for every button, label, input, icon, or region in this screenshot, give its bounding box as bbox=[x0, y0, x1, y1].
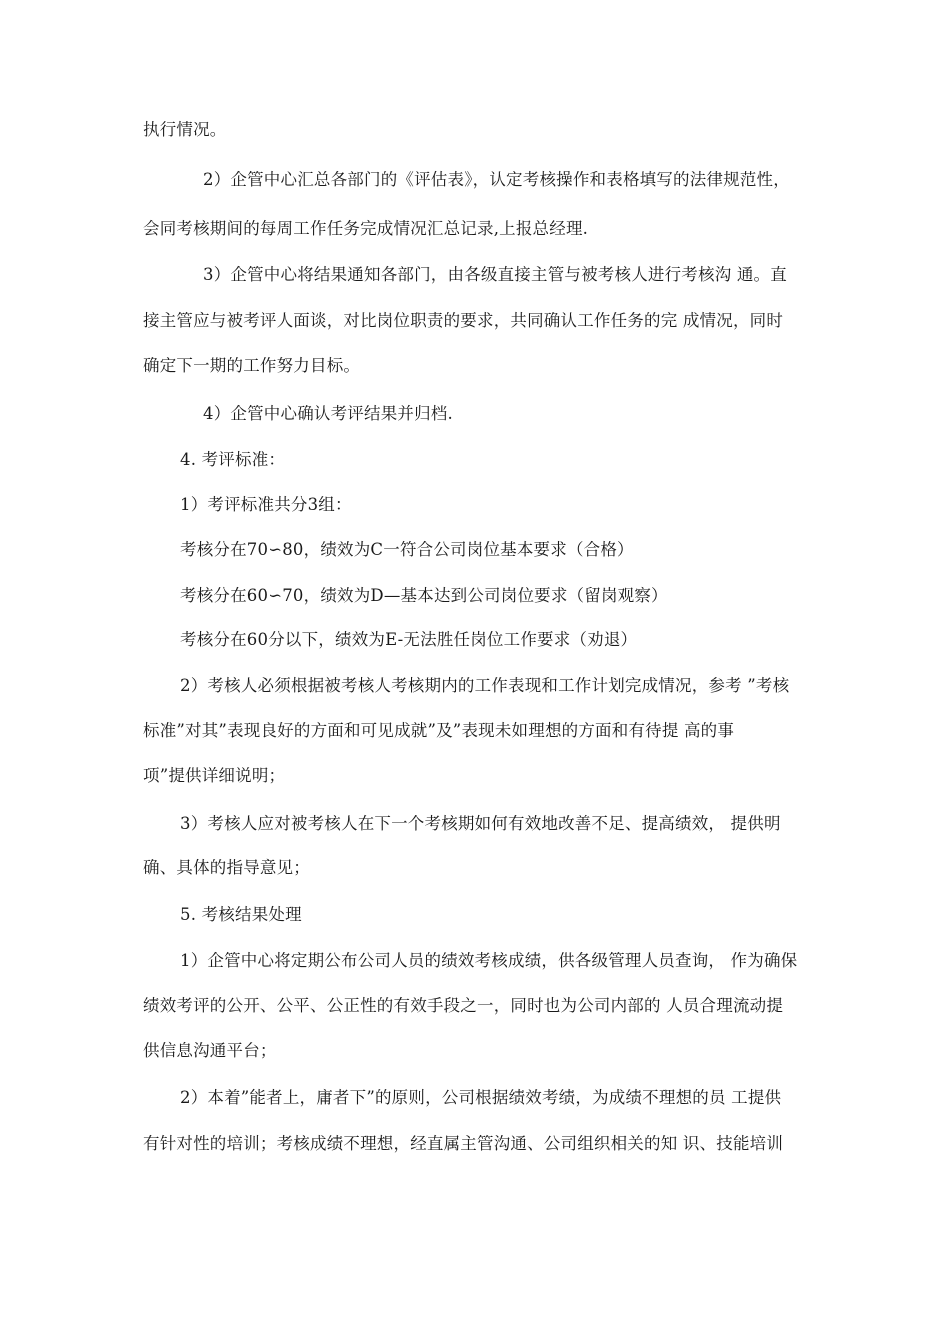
text-line: 考核分在60分以下，绩效为E-无法胜任岗位工作要求（劝退） bbox=[180, 630, 638, 649]
text-line: 2）企管中心汇总各部门的《评估表》，认定考核操作和表格填写的法律规范性， bbox=[203, 170, 790, 189]
section-heading: 4. 考评标准： bbox=[180, 450, 286, 469]
text-line: 供信息沟通平台； bbox=[143, 1041, 277, 1060]
text-line: 标准”对其”表现良好的方面和可见成就”及”表现未如理想的方面和有待提 高的事 bbox=[143, 721, 735, 740]
text-line: 考核分在60∽70，绩效为D—基本达到公司岗位要求（留岗观察） bbox=[180, 586, 668, 605]
text-line: 项”提供详细说明； bbox=[143, 766, 286, 785]
text-line: 确定下一期的工作努力目标。 bbox=[143, 356, 361, 375]
text-line: 会同考核期间的每周工作任务完成情况汇总记录,上报总经理. bbox=[143, 219, 589, 238]
text-line: 4）企管中心确认考评结果并归档. bbox=[203, 404, 453, 423]
text-line: 确、具体的指导意见； bbox=[143, 858, 310, 877]
text-line: 绩效考评的公开、公平、公正性的有效手段之一，同时也为公司内部的 人员合理流动提 bbox=[143, 996, 784, 1015]
text-line: 执行情况。 bbox=[143, 120, 227, 139]
text-line: 3）考核人应对被考核人在下一个考核期如何有效地改善不足、提高绩效， 提供明 bbox=[180, 814, 781, 833]
text-line: 1）考评标准共分3组： bbox=[180, 495, 352, 514]
text-line: 3）企管中心将结果通知各部门，由各级直接主管与被考核人进行考核沟 通。直 bbox=[203, 265, 787, 284]
text-line: 2）本着”能者上，庸者下”的原则，公司根据绩效考绩，为成绩不理想的员 工提供 bbox=[180, 1088, 782, 1107]
text-line: 有针对性的培训；考核成绩不理想，经直属主管沟通、公司组织相关的知 识、技能培训 bbox=[143, 1134, 784, 1153]
text-line: 1）企管中心将定期公布公司人员的绩效考核成绩，供各级管理人员查询， 作为确保 bbox=[180, 951, 798, 970]
section-heading: 5. 考核结果处理 bbox=[180, 905, 302, 924]
text-line: 考核分在70∽80，绩效为C一符合公司岗位基本要求（合格） bbox=[180, 540, 634, 559]
text-line: 2）考核人必须根据被考核人考核期内的工作表现和工作计划完成情况，参考 ”考核 bbox=[180, 676, 790, 695]
text-line: 接主管应与被考评人面谈，对比岗位职责的要求，共同确认工作任务的完 成情况，同时 bbox=[143, 311, 784, 330]
